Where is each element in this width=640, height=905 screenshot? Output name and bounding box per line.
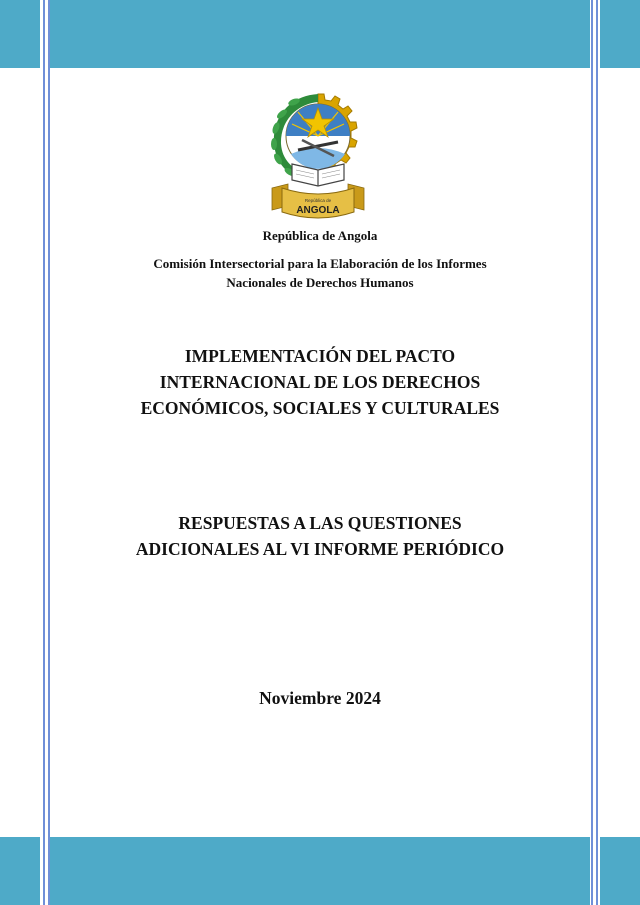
commission-line-2: Nacionales de Derechos Humanos [226,275,414,290]
ribbon-small-text: República de [304,198,332,203]
title-line-2: INTERNACIONAL DE LOS DERECHOS [159,372,481,392]
left-rule-outer [43,0,45,905]
subtitle-line-2: ADICIONALES AL VI INFORME PERIÓDICO [135,539,505,559]
header-band [0,0,640,68]
commission-line-1: Comisión Intersectorial para la Elaboración de los Informes [153,256,487,271]
right-rule-outer [596,0,598,905]
subtitle-line-1: RESPUESTAS A LAS QUESTIONES [178,513,462,533]
left-rule-inner [48,0,50,905]
title-line-1: IMPLEMENTACIÓN DEL PACTO [184,346,456,366]
footer-band [0,837,640,905]
document-subtitle [60,510,580,562]
ribbon-text: ANGOLA [296,205,340,216]
document-title [60,343,580,421]
angola-coat-of-arms-icon [258,84,378,222]
document-date: Noviembre 2024 [259,688,381,708]
republic-name: República de Angola [262,228,378,243]
commission-name [60,254,580,292]
title-line-3: ECONÓMICOS, SOCIALES Y CULTURALES [140,398,500,418]
right-rule-inner [591,0,593,905]
